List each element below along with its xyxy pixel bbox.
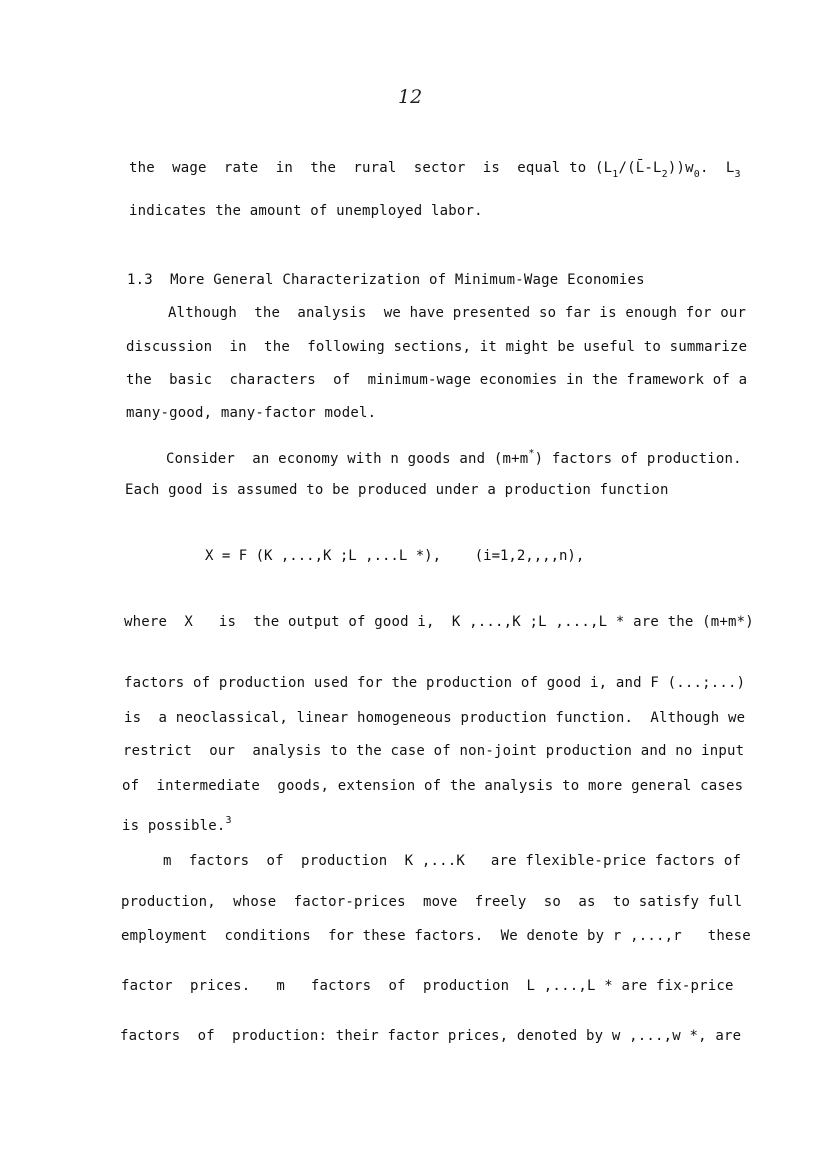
- subscript: 3: [734, 169, 741, 180]
- text-line: many-good, many-factor model.: [126, 405, 377, 421]
- text-line: [166, 448, 742, 467]
- superscript: *: [528, 448, 535, 459]
- subscript: 1: [612, 169, 619, 180]
- text-run: Consider an economy with n goods and (m+m: [166, 451, 529, 467]
- text-line: the basic characters of minimum-wage economies in the framework of a: [126, 372, 748, 388]
- subscript: 0: [693, 169, 700, 180]
- text-line: discussion in the following sections, it might be useful to summarize: [126, 339, 748, 355]
- text-line: restrict our analysis to the case of non-joint production and no input: [123, 743, 745, 759]
- text-line: m factors of production K ,...K are flexible-price factors of: [163, 853, 742, 869]
- text-line: [129, 160, 741, 180]
- section-heading: 1.3 More General Characterization of Minimum-Wage Economies: [127, 272, 645, 288]
- text-line: indicates the amount of unemployed labor.: [129, 203, 483, 219]
- text-run: . L: [699, 160, 735, 176]
- text-run: the wage rate in the rural sector is equal to (L: [129, 160, 613, 176]
- text-run: is possible.: [122, 818, 226, 834]
- equation: X = F (K ,...,K ;L ,...L *), (i=1,2,,,,n),: [205, 548, 585, 564]
- text-line: employment conditions for these factors. We denote by r ,...,r these: [121, 928, 751, 944]
- text-line: Although the analysis we have presented so far is enough for our: [168, 305, 747, 321]
- text-line: production, whose factor-prices move freely so as to satisfy full: [121, 894, 743, 910]
- text-line: [122, 815, 232, 834]
- text-run: /(L̄-L: [618, 160, 662, 176]
- text-line: of intermediate goods, extension of the analysis to more general cases: [122, 778, 744, 794]
- text-line: factors of production used for the production of good i, and F (...;...): [124, 675, 746, 691]
- text-line: where X is the output of good i, K ,...,K ;L ,...,L * are the (m+m*): [124, 614, 754, 630]
- page-number: 12: [398, 86, 423, 108]
- subscript: 2: [661, 169, 668, 180]
- text-line: factors of production: their factor prices, denoted by w ,...,w *, are: [120, 1028, 742, 1044]
- text-run: ) factors of production.: [534, 451, 742, 467]
- text-line: factor prices. m factors of production L ,...,L * are fix-price: [121, 978, 734, 994]
- text-line: Each good is assumed to be produced under a production function: [125, 482, 669, 498]
- text-line: is a neoclassical, linear homogeneous production function. Although we: [124, 710, 746, 726]
- text-run: ))w: [667, 160, 694, 176]
- footnote-marker: 3: [225, 815, 232, 826]
